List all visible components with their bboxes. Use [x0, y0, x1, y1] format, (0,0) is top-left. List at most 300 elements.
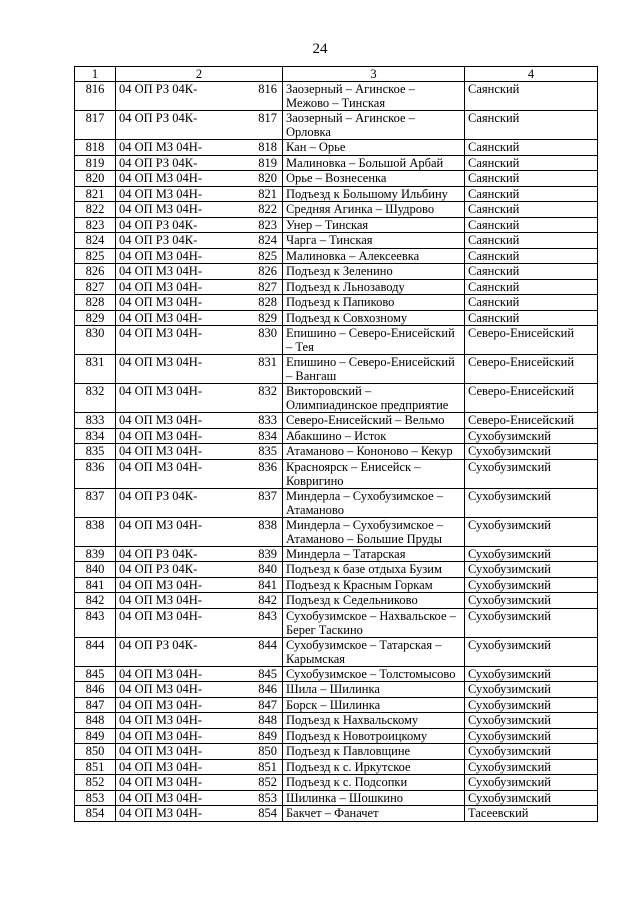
road-name-cell: Подъезд к Льнозаводу — [283, 279, 465, 295]
road-name-cell: Подъезд к Новотроицкому — [283, 728, 465, 744]
road-code-cell — [116, 759, 283, 775]
road-name-cell: Подъезд к Совхозному — [283, 310, 465, 326]
road-code-number: 820 — [258, 171, 277, 185]
district-cell: Сухобузимский — [465, 488, 598, 517]
road-code-wrap — [119, 460, 279, 474]
road-code-wrap — [119, 609, 279, 623]
table-row — [75, 428, 598, 444]
row-number-cell: 842 — [75, 593, 116, 609]
road-code-cell — [116, 790, 283, 806]
row-number-cell: 816 — [75, 82, 116, 111]
header-col-1: 1 — [75, 67, 116, 82]
row-number-cell: 834 — [75, 428, 116, 444]
road-code-prefix: 04 ОП МЗ 04Н- — [119, 593, 202, 607]
road-code-wrap — [119, 82, 279, 96]
table-row — [75, 186, 598, 202]
table-row — [75, 546, 598, 562]
district-cell: Сухобузимский — [465, 666, 598, 682]
road-name-cell: Атаманово – Кононово – Кекур — [283, 444, 465, 460]
road-code-cell — [116, 562, 283, 578]
district-cell: Сухобузимский — [465, 744, 598, 760]
table-header — [75, 67, 598, 82]
road-code-cell — [116, 488, 283, 517]
road-code-wrap — [119, 429, 279, 443]
road-code-prefix: 04 ОП РЗ 04К- — [119, 488, 198, 503]
road-code-cell — [116, 459, 283, 488]
road-code-number: 819 — [258, 155, 277, 170]
district-cell: Сухобузимский — [465, 546, 598, 562]
road-name-cell: Средняя Агинка – Шудрово — [283, 202, 465, 218]
road-code-number: 835 — [258, 444, 277, 458]
road-code-cell — [116, 384, 283, 413]
road-code-prefix: 04 ОП РЗ 04К- — [119, 111, 198, 125]
road-code-cell — [116, 111, 283, 140]
road-name-cell: Кан – Орье — [283, 140, 465, 156]
road-code-wrap — [119, 311, 279, 325]
road-code-prefix: 04 ОП МЗ 04Н- — [119, 759, 202, 774]
road-name-cell: Бакчет – Фаначет — [283, 806, 465, 822]
district-cell: Сухобузимский — [465, 577, 598, 593]
table-row — [75, 593, 598, 609]
row-number-cell: 830 — [75, 326, 116, 355]
road-name-cell: Подъезд к Зеленино — [283, 264, 465, 280]
road-name-cell: Подъезд к Павловщине — [283, 744, 465, 760]
road-code-number: 816 — [258, 82, 277, 96]
road-code-prefix: 04 ОП МЗ 04Н- — [119, 728, 202, 743]
road-code-wrap — [119, 140, 279, 154]
road-name-cell: Сухобузимское – Татарская – Карымская — [283, 637, 465, 666]
road-code-cell — [116, 233, 283, 249]
road-code-cell — [116, 713, 283, 729]
road-code-wrap — [119, 667, 279, 681]
road-code-number: 842 — [258, 593, 277, 607]
road-code-number: 853 — [258, 790, 277, 805]
road-code-number: 846 — [258, 682, 277, 696]
road-name-cell: Шила – Шилинка — [283, 682, 465, 698]
road-code-prefix: 04 ОП МЗ 04Н- — [119, 202, 202, 216]
table-row — [75, 413, 598, 429]
table-row — [75, 488, 598, 517]
district-cell: Сухобузимский — [465, 790, 598, 806]
road-code-prefix: 04 ОП РЗ 04К- — [119, 233, 198, 247]
road-code-wrap — [119, 384, 279, 398]
road-code-number: 850 — [258, 744, 277, 758]
district-cell: Сухобузимский — [465, 682, 598, 698]
table-row — [75, 248, 598, 264]
road-code-cell — [116, 444, 283, 460]
road-name-cell: Сухобузимское – Нахвальское – Берег Таскино — [283, 608, 465, 637]
district-cell: Саянский — [465, 155, 598, 171]
table-body — [75, 82, 598, 822]
table-row — [75, 697, 598, 713]
road-code-cell — [116, 248, 283, 264]
district-cell: Саянский — [465, 202, 598, 218]
road-name-cell: Викторовский – Олимпиадинское предприятие — [283, 384, 465, 413]
row-number-cell: 826 — [75, 264, 116, 280]
header-col-3: 3 — [283, 67, 465, 82]
row-number-cell: 847 — [75, 697, 116, 713]
road-code-prefix: 04 ОП МЗ 04Н- — [119, 295, 202, 309]
road-code-wrap — [119, 760, 279, 774]
table-row — [75, 155, 598, 171]
road-name-cell: Борск – Шилинка — [283, 697, 465, 713]
table-row — [75, 666, 598, 682]
row-number-cell: 831 — [75, 355, 116, 384]
row-number-cell: 828 — [75, 295, 116, 311]
road-code-number: 843 — [258, 608, 277, 623]
road-code-prefix: 04 ОП МЗ 04Н- — [119, 682, 202, 696]
road-code-number: 826 — [258, 264, 277, 278]
road-code-number: 839 — [258, 546, 277, 561]
table-row — [75, 202, 598, 218]
road-name-cell: Подъезд к с. Иркутское — [283, 759, 465, 775]
road-name-cell: Заозерный – Агинское – Орловка — [283, 111, 465, 140]
district-cell: Сухобузимский — [465, 444, 598, 460]
road-code-wrap — [119, 713, 279, 727]
district-cell: Северо-Енисейский — [465, 326, 598, 355]
road-code-wrap — [119, 806, 279, 820]
road-code-cell — [116, 775, 283, 791]
row-number-cell: 832 — [75, 384, 116, 413]
row-number-cell: 853 — [75, 790, 116, 806]
road-code-cell — [116, 355, 283, 384]
road-code-wrap — [119, 791, 279, 805]
road-code-cell — [116, 171, 283, 187]
table-row — [75, 295, 598, 311]
road-code-wrap — [119, 562, 279, 576]
road-code-prefix: 04 ОП МЗ 04Н- — [119, 775, 202, 789]
road-code-prefix: 04 ОП МЗ 04Н- — [119, 744, 202, 758]
district-cell: Сухобузимский — [465, 713, 598, 729]
district-cell: Сухобузимский — [465, 637, 598, 666]
road-code-cell — [116, 82, 283, 111]
road-code-prefix: 04 ОП МЗ 04Н- — [119, 186, 202, 201]
district-cell: Саянский — [465, 171, 598, 187]
road-code-cell — [116, 264, 283, 280]
page-number: 24 — [312, 41, 328, 57]
row-number-cell: 849 — [75, 728, 116, 744]
road-code-prefix: 04 ОП МЗ 04Н- — [119, 171, 202, 185]
row-number-cell: 822 — [75, 202, 116, 218]
road-code-wrap — [119, 547, 279, 561]
road-name-cell: Миндерла – Татарская — [283, 546, 465, 562]
table-row — [75, 279, 598, 295]
table-row — [75, 577, 598, 593]
district-cell: Сухобузимский — [465, 428, 598, 444]
table-row — [75, 217, 598, 233]
road-code-number: 848 — [258, 713, 277, 727]
road-code-cell — [116, 637, 283, 666]
row-number-cell: 819 — [75, 155, 116, 171]
road-code-wrap — [119, 578, 279, 592]
road-code-prefix: 04 ОП МЗ 04Н- — [119, 428, 202, 443]
road-code-cell — [116, 140, 283, 156]
road-code-cell — [116, 326, 283, 355]
table-row — [75, 140, 598, 156]
road-code-cell — [116, 186, 283, 202]
table-row — [75, 744, 598, 760]
table-row — [75, 111, 598, 140]
road-code-number: 825 — [258, 248, 277, 263]
table-row — [75, 355, 598, 384]
row-number-cell: 850 — [75, 744, 116, 760]
road-code-number: 852 — [258, 775, 277, 789]
road-code-number: 851 — [258, 759, 277, 774]
table-row — [75, 310, 598, 326]
district-cell: Саянский — [465, 82, 598, 111]
road-code-number: 844 — [258, 637, 277, 652]
row-number-cell: 833 — [75, 413, 116, 429]
road-code-prefix: 04 ОП МЗ 04Н- — [119, 444, 202, 458]
road-name-cell: Епишино – Северо-Енисейский – Тея — [283, 326, 465, 355]
road-code-cell — [116, 413, 283, 429]
row-number-cell: 838 — [75, 517, 116, 546]
road-code-prefix: 04 ОП РЗ 04К- — [119, 562, 198, 576]
row-number-cell: 854 — [75, 806, 116, 822]
road-code-prefix: 04 ОП МЗ 04Н- — [119, 310, 202, 325]
road-code-number: 836 — [258, 459, 277, 474]
table-row — [75, 728, 598, 744]
row-number-cell: 841 — [75, 577, 116, 593]
header-col-4: 4 — [465, 67, 598, 82]
road-code-wrap — [119, 698, 279, 712]
road-code-number: 828 — [258, 295, 277, 309]
road-name-cell: Сухобузимское – Толстомысово — [283, 666, 465, 682]
road-code-wrap — [119, 156, 279, 170]
road-code-cell — [116, 806, 283, 822]
row-number-cell: 835 — [75, 444, 116, 460]
road-code-prefix: 04 ОП МЗ 04Н- — [119, 697, 202, 712]
district-cell: Северо-Енисейский — [465, 384, 598, 413]
road-code-cell — [116, 593, 283, 609]
road-code-prefix: 04 ОП МЗ 04Н- — [119, 577, 202, 592]
road-code-wrap — [119, 233, 279, 247]
road-code-number: 818 — [258, 140, 277, 154]
row-number-cell: 843 — [75, 608, 116, 637]
header-col-2: 2 — [116, 67, 283, 82]
road-code-wrap — [119, 326, 279, 340]
road-code-wrap — [119, 413, 279, 427]
road-code-wrap — [119, 593, 279, 607]
row-number-cell: 821 — [75, 186, 116, 202]
road-code-wrap — [119, 249, 279, 263]
road-code-prefix: 04 ОП МЗ 04Н- — [119, 248, 202, 263]
table-row — [75, 713, 598, 729]
road-code-prefix: 04 ОП РЗ 04К- — [119, 82, 198, 96]
table-row — [75, 326, 598, 355]
road-code-cell — [116, 155, 283, 171]
road-code-prefix: 04 ОП МЗ 04Н- — [119, 608, 202, 623]
road-code-wrap — [119, 111, 279, 125]
district-cell: Саянский — [465, 295, 598, 311]
road-code-wrap — [119, 171, 279, 185]
row-number-cell: 851 — [75, 759, 116, 775]
district-cell: Сухобузимский — [465, 759, 598, 775]
road-code-cell — [116, 608, 283, 637]
road-code-number: 817 — [258, 111, 277, 125]
road-code-cell — [116, 310, 283, 326]
district-cell: Северо-Енисейский — [465, 355, 598, 384]
road-name-cell: Миндерла – Сухобузимское – Атаманово – Большие Пруды — [283, 517, 465, 546]
road-name-cell: Абакшино – Исток — [283, 428, 465, 444]
row-number-cell: 845 — [75, 666, 116, 682]
road-code-cell — [116, 666, 283, 682]
road-code-wrap — [119, 744, 279, 758]
road-code-prefix: 04 ОП РЗ 04К- — [119, 155, 198, 170]
road-code-number: 840 — [258, 562, 277, 576]
row-number-cell: 852 — [75, 775, 116, 791]
road-name-cell: Заозерный – Агинское – Межово – Тинская — [283, 82, 465, 111]
road-code-cell — [116, 577, 283, 593]
road-code-number: 832 — [258, 384, 277, 398]
road-code-number: 829 — [258, 310, 277, 325]
table-row — [75, 637, 598, 666]
road-name-cell: Шилинка – Шошкино — [283, 790, 465, 806]
road-name-cell: Чарга – Тинская — [283, 233, 465, 249]
road-code-prefix: 04 ОП РЗ 04К- — [119, 217, 198, 232]
road-code-cell — [116, 697, 283, 713]
district-cell: Саянский — [465, 310, 598, 326]
table-row — [75, 264, 598, 280]
roads-table — [74, 66, 598, 822]
road-name-cell: Подъезд к с. Подсопки — [283, 775, 465, 791]
road-code-wrap — [119, 518, 279, 532]
table-row — [75, 517, 598, 546]
road-code-number: 831 — [258, 355, 277, 369]
table-row — [75, 233, 598, 249]
road-code-number: 824 — [258, 233, 277, 247]
road-code-prefix: 04 ОП РЗ 04К- — [119, 637, 198, 652]
road-code-wrap — [119, 187, 279, 201]
district-cell: Саянский — [465, 186, 598, 202]
road-code-wrap — [119, 638, 279, 652]
road-code-prefix: 04 ОП МЗ 04Н- — [119, 459, 202, 474]
table-row — [75, 82, 598, 111]
road-code-number: 854 — [258, 806, 277, 820]
road-code-cell — [116, 728, 283, 744]
district-cell: Саянский — [465, 279, 598, 295]
road-code-prefix: 04 ОП МЗ 04Н- — [119, 517, 202, 532]
road-code-wrap — [119, 444, 279, 458]
district-cell: Сухобузимский — [465, 697, 598, 713]
row-number-cell: 839 — [75, 546, 116, 562]
road-code-prefix: 04 ОП МЗ 04Н- — [119, 140, 202, 154]
road-code-cell — [116, 682, 283, 698]
district-cell: Сухобузимский — [465, 593, 598, 609]
road-code-prefix: 04 ОП МЗ 04Н- — [119, 806, 202, 820]
row-number-cell: 817 — [75, 111, 116, 140]
district-cell: Саянский — [465, 248, 598, 264]
district-cell: Сухобузимский — [465, 517, 598, 546]
road-code-cell — [116, 295, 283, 311]
road-code-wrap — [119, 202, 279, 216]
road-code-cell — [116, 279, 283, 295]
road-code-prefix: 04 ОП МЗ 04Н- — [119, 355, 202, 369]
district-cell: Сухобузимский — [465, 608, 598, 637]
district-cell: Саянский — [465, 233, 598, 249]
table-row — [75, 384, 598, 413]
road-code-wrap — [119, 295, 279, 309]
road-code-prefix: 04 ОП МЗ 04Н- — [119, 264, 202, 278]
road-code-number: 821 — [258, 186, 277, 201]
road-code-cell — [116, 217, 283, 233]
row-number-cell: 824 — [75, 233, 116, 249]
road-name-cell: Подъезд к Красным Горкам — [283, 577, 465, 593]
road-code-cell — [116, 517, 283, 546]
road-code-prefix: 04 ОП МЗ 04Н- — [119, 790, 202, 805]
road-code-wrap — [119, 280, 279, 294]
district-cell: Саянский — [465, 264, 598, 280]
road-code-number: 841 — [258, 577, 277, 592]
road-name-cell: Епишино – Северо-Енисейский – Вангаш — [283, 355, 465, 384]
road-code-number: 823 — [258, 217, 277, 232]
road-code-wrap — [119, 355, 279, 369]
header-row — [75, 67, 598, 82]
road-code-number: 834 — [258, 428, 277, 443]
road-code-number: 830 — [258, 326, 277, 340]
road-code-number: 822 — [258, 202, 277, 216]
road-code-cell — [116, 202, 283, 218]
table-row — [75, 444, 598, 460]
road-name-cell: Унер – Тинская — [283, 217, 465, 233]
road-name-cell: Красноярск – Енисейск – Ковригино — [283, 459, 465, 488]
district-cell: Саянский — [465, 140, 598, 156]
road-code-wrap — [119, 682, 279, 696]
road-name-cell: Орье – Вознесенка — [283, 171, 465, 187]
road-code-number: 833 — [258, 413, 277, 427]
district-cell: Саянский — [465, 111, 598, 140]
road-code-prefix: 04 ОП МЗ 04Н- — [119, 666, 202, 681]
table-row — [75, 562, 598, 578]
district-cell: Сухобузимский — [465, 459, 598, 488]
road-code-cell — [116, 546, 283, 562]
district-cell: Саянский — [465, 217, 598, 233]
district-cell: Сухобузимский — [465, 728, 598, 744]
road-code-number: 849 — [258, 728, 277, 743]
table-row — [75, 459, 598, 488]
road-code-prefix: 04 ОП МЗ 04Н- — [119, 713, 202, 727]
row-number-cell: 840 — [75, 562, 116, 578]
road-name-cell: Подъезд к Нахвальскому — [283, 713, 465, 729]
road-name-cell: Малиновка – Алексеевка — [283, 248, 465, 264]
road-code-cell — [116, 428, 283, 444]
row-number-cell: 848 — [75, 713, 116, 729]
road-code-prefix: 04 ОП РЗ 04К- — [119, 546, 198, 561]
road-name-cell: Малиновка – Большой Арбай — [283, 155, 465, 171]
row-number-cell: 827 — [75, 279, 116, 295]
row-number-cell: 820 — [75, 171, 116, 187]
row-number-cell: 844 — [75, 637, 116, 666]
table-row — [75, 759, 598, 775]
road-code-wrap — [119, 775, 279, 789]
row-number-cell: 823 — [75, 217, 116, 233]
row-number-cell: 829 — [75, 310, 116, 326]
row-number-cell: 818 — [75, 140, 116, 156]
row-number-cell: 846 — [75, 682, 116, 698]
road-name-cell: Подъезд к базе отдыха Бузим — [283, 562, 465, 578]
table-row — [75, 682, 598, 698]
table-row — [75, 775, 598, 791]
district-cell: Северо-Енисейский — [465, 413, 598, 429]
road-code-prefix: 04 ОП МЗ 04Н- — [119, 279, 202, 294]
table-row — [75, 608, 598, 637]
district-cell: Сухобузимский — [465, 562, 598, 578]
road-code-prefix: 04 ОП МЗ 04Н- — [119, 413, 202, 427]
table-row — [75, 790, 598, 806]
district-cell: Сухобузимский — [465, 775, 598, 791]
table-row — [75, 806, 598, 822]
road-code-wrap — [119, 489, 279, 503]
